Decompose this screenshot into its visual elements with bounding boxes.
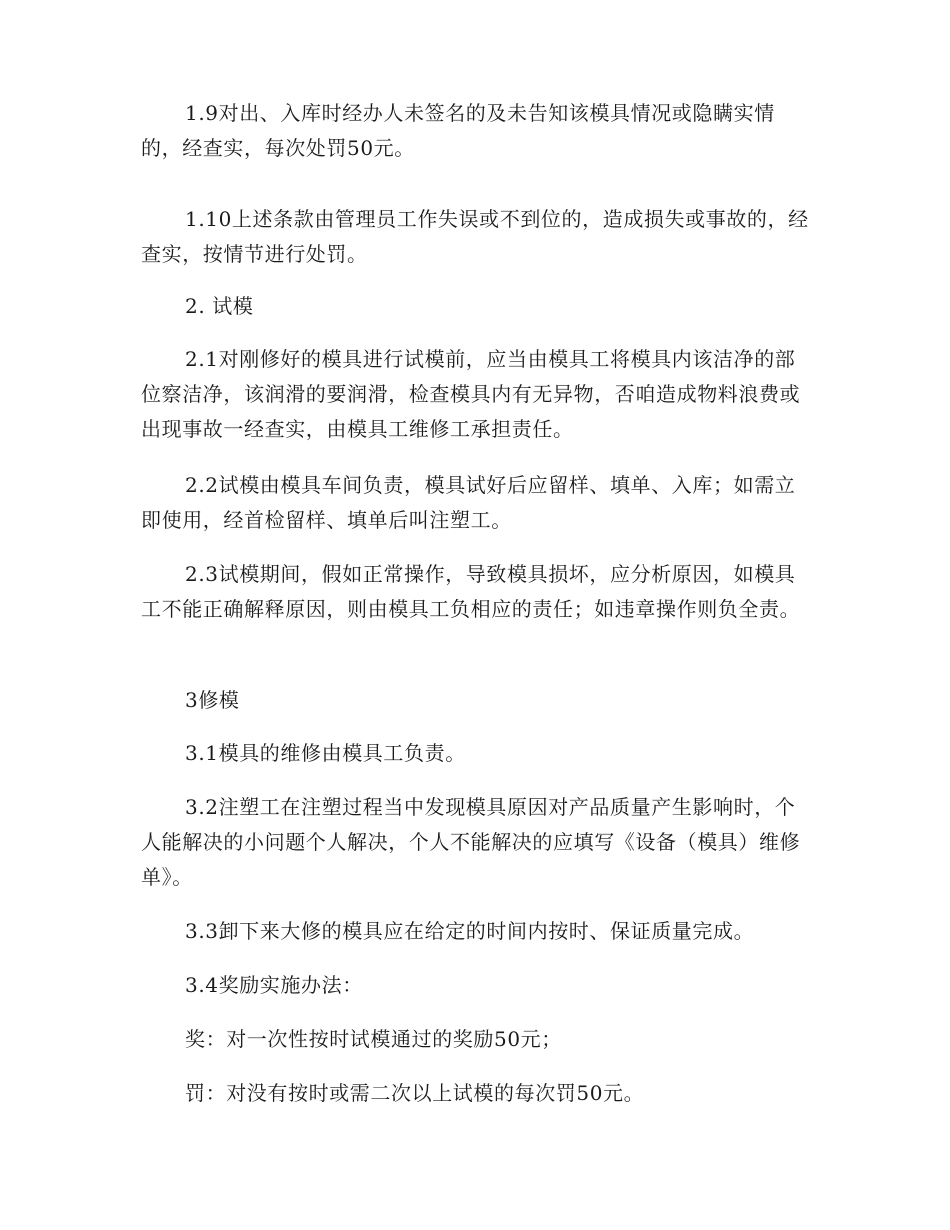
paragraph-1-10: 1.10上述条款由管理员工作失误或不到位的，造成损失或事故的，经查实，按情节进行处罚。 — [141, 207, 809, 266]
paragraph-2-1: 2.1对刚修好的模具进行试模前，应当由模具工将模具内该洁净的部位察洁净，该润滑的要润滑，检查模具内有无异物，否咱造成物料浪费或出现事故一经查实，由模具工维修工承担责任。 — [141, 347, 801, 441]
paragraph-3-3: 3.3卸下来大修的模具应在给定的时间内按时、保证质量完成。 — [185, 919, 755, 943]
paragraph-1-9: 1.9对出、入库时经办人未签名的及未告知该模具情况或隐瞒实情的，经查实，每次处罚50元。 — [141, 101, 775, 160]
paragraph-3-1: 3.1模具的维修由模具工负责。 — [185, 741, 466, 765]
paragraph-2-2: 2.2试模由模具车间负责，模具试好后应留样、填单、入库；如需立即使用，经首检留样、填单后叫注塑工。 — [141, 473, 796, 532]
paragraph-reward: 奖：对一次性按时试模通过的奖励50元； — [185, 1027, 562, 1051]
paragraph-3-2: 3.2注塑工在注塑过程当中发现模具原因对产品质量产生影响时，个人能解决的小问题个人解决，个人不能解决的应填写《设备（模具）维修单》。 — [141, 795, 801, 889]
paragraph-2-3: 2.3试模期间，假如正常操作，导致模具损坏，应分析原因，如模具工不能正确解释原因，则由模具工负相应的责任；如违章操作则负全责。 — [141, 562, 801, 621]
section-heading-3: 3修模 — [185, 688, 240, 712]
section-heading-2: 2. 试模 — [185, 294, 254, 318]
paragraph-penalty: 罚：对没有按时或需二次以上试模的每次罚50元。 — [185, 1081, 645, 1105]
paragraph-3-4: 3.4奖励实施办法： — [185, 973, 363, 997]
